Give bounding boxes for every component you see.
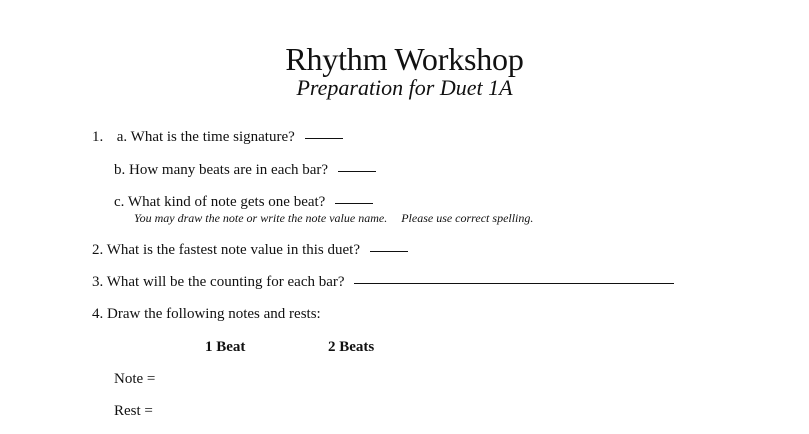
question-4 [92,305,321,323]
question-number: 3. [92,274,104,290]
question-1b [114,161,376,179]
row-label-rest: Rest = [114,403,153,419]
answer-blank[interactable] [305,137,343,139]
answer-blank[interactable] [338,170,376,172]
sub-question-label: a. [116,129,128,145]
question-number: 2. [92,242,104,258]
question-2 [92,241,408,259]
question-1c [114,193,373,211]
column-header-1-beat: 1 Beat [205,339,246,355]
worksheet-subtitle: Preparation for Duet 1A [296,75,513,100]
question-number: 4. [92,306,104,322]
sub-question-label: b. [114,162,126,178]
sub-question-label: c. [114,194,125,210]
answer-blank[interactable] [370,250,408,252]
question-text: Draw the following notes and rests: [107,306,321,322]
row-label-note: Note = [114,371,156,387]
question-3 [92,273,674,291]
instruction-text: Please use correct spelling. [401,211,534,225]
column-header-2-beats: 2 Beats [328,339,375,355]
answer-blank[interactable] [335,202,373,204]
question-1a [92,128,343,146]
instruction-note [134,211,533,225]
question-text: What is the time signature? [130,129,295,145]
instruction-text: You may draw the note or write the note value name. [134,211,388,225]
answer-blank[interactable] [354,282,674,284]
question-text: What kind of note gets one beat? [127,194,326,210]
question-text: What will be the counting for each bar? [106,274,345,290]
worksheet-title: Rhythm Workshop [285,41,524,77]
question-text: What is the fastest note value in this duet? [106,242,360,258]
question-text: How many beats are in each bar? [129,162,329,178]
question-number: 1. [92,129,104,145]
